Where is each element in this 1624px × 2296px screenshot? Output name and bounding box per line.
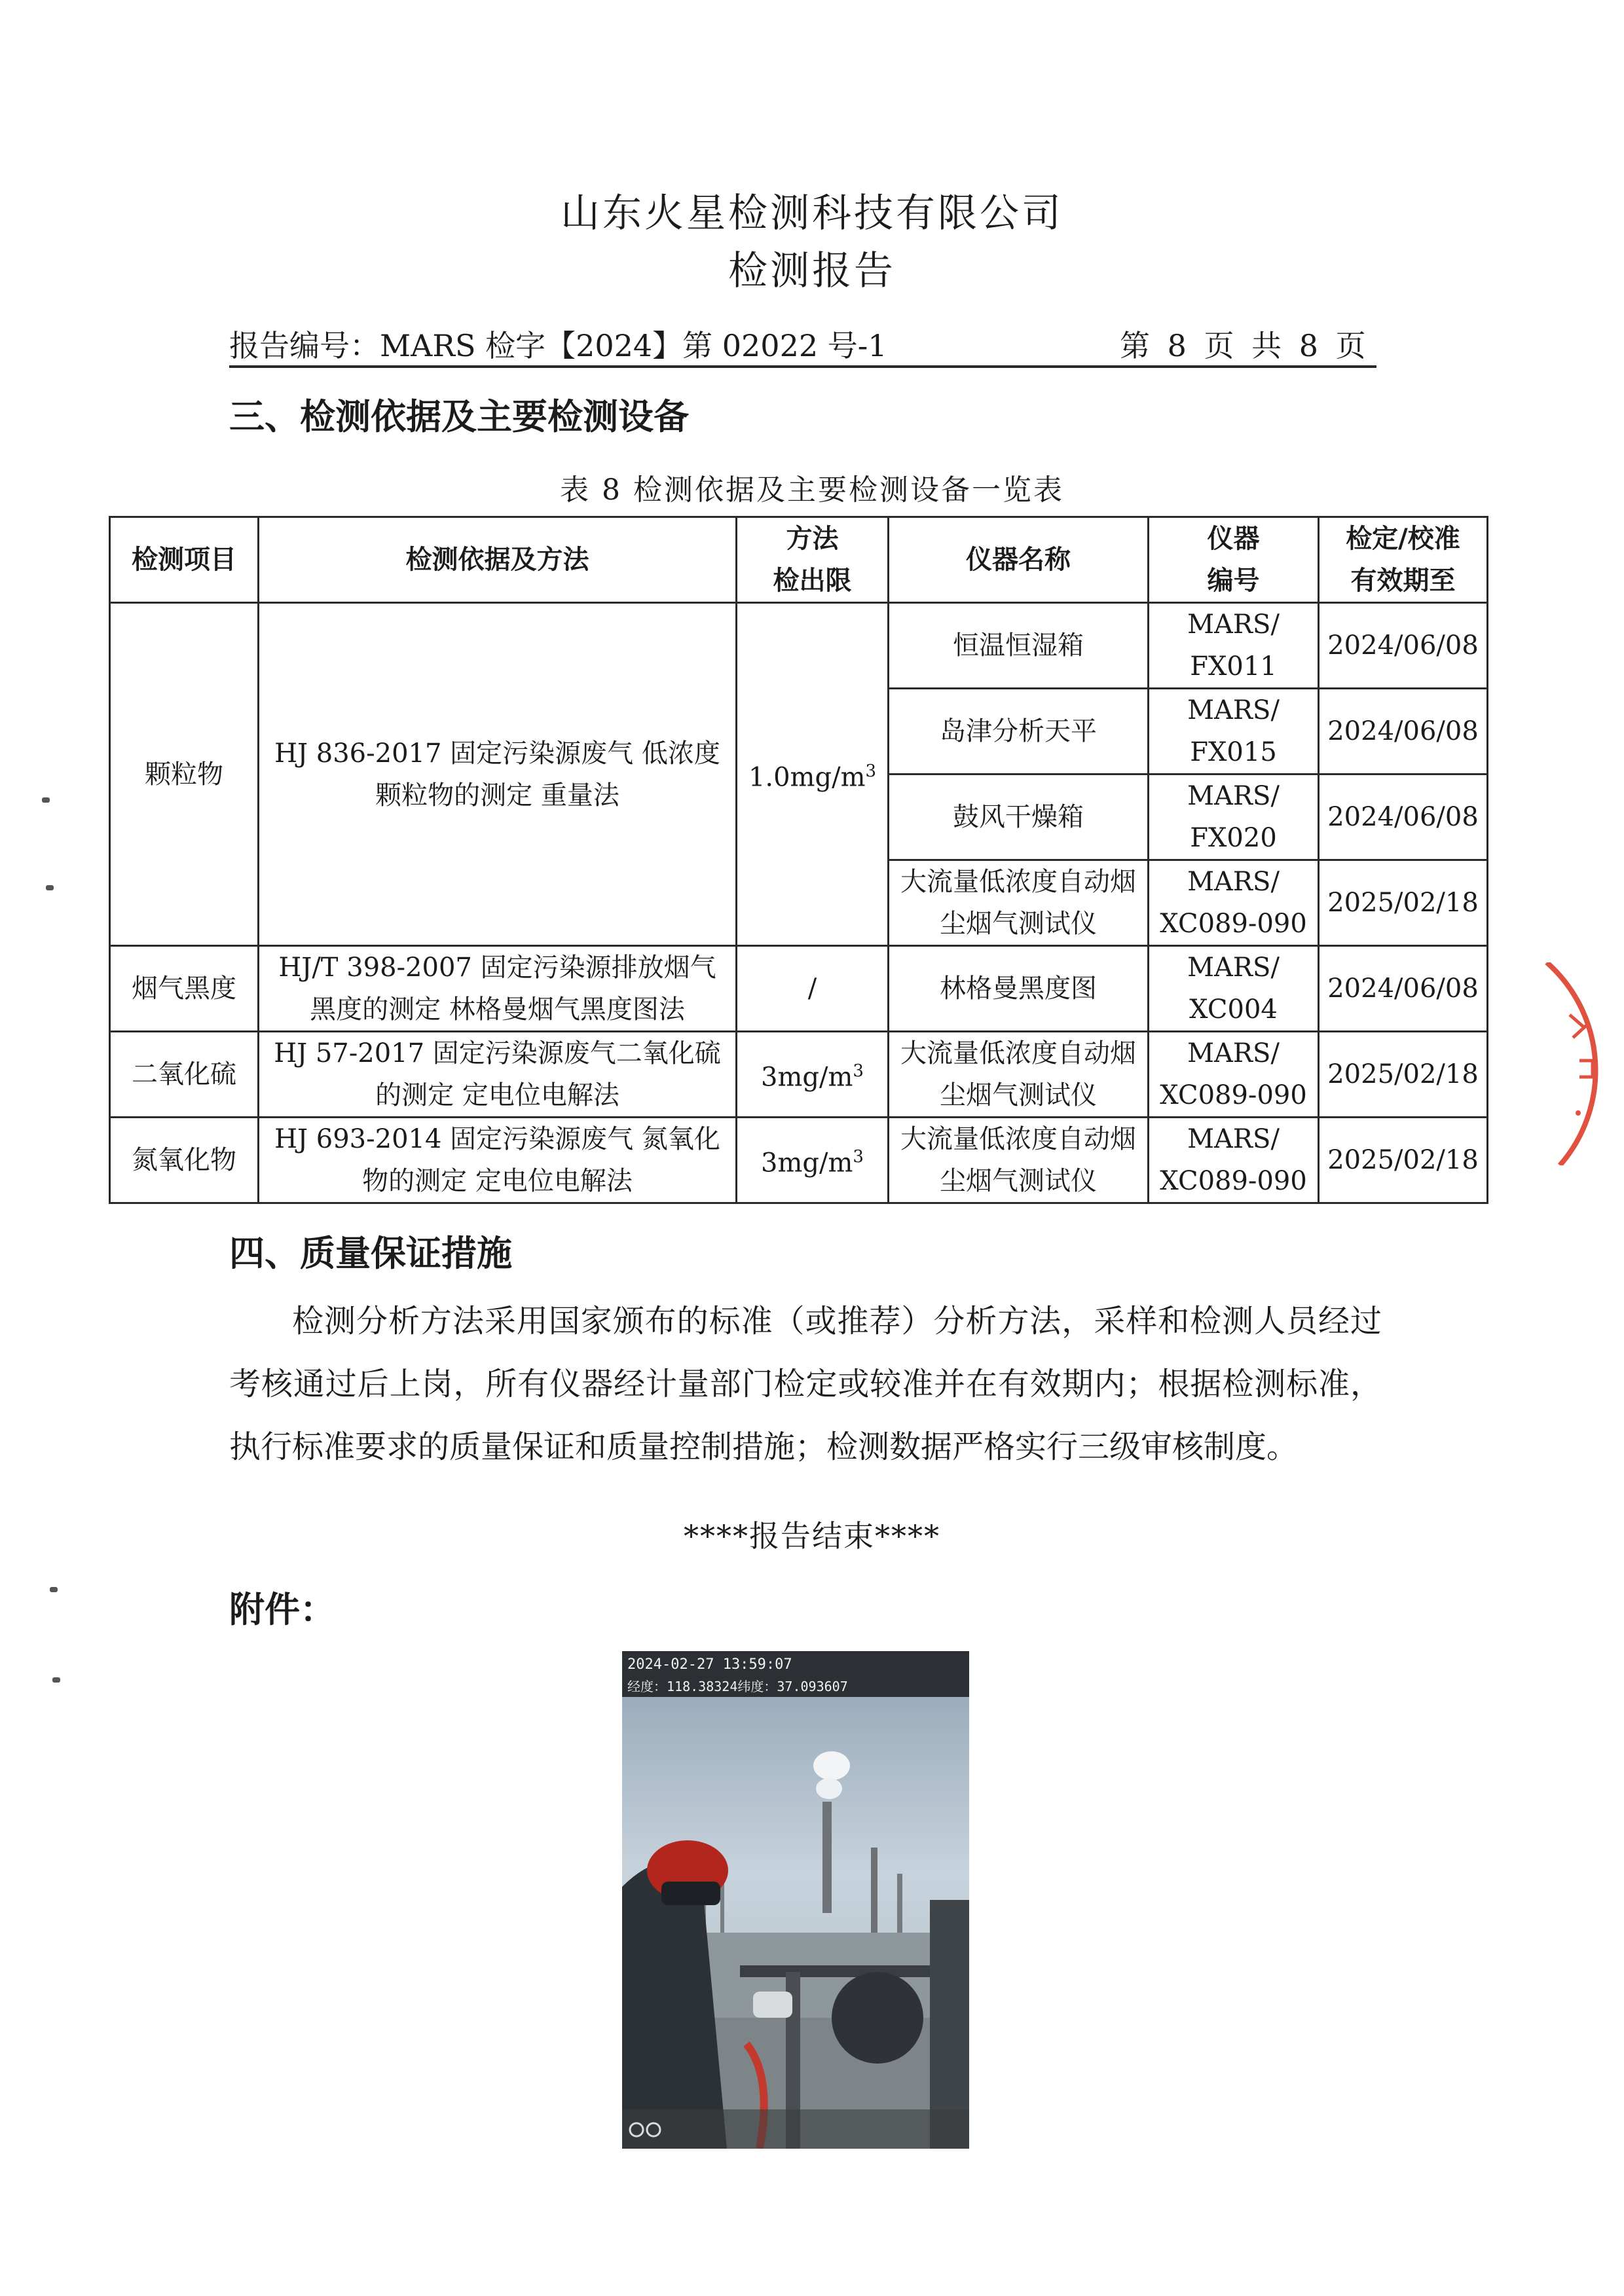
column-header: 检测项目 bbox=[110, 517, 259, 603]
instrument-name-cell: 大流量低浓度自动烟尘烟气测试仪 bbox=[889, 860, 1149, 946]
valid-until-cell: 2025/02/18 bbox=[1319, 1118, 1488, 1203]
instrument-code-cell: MARS/ XC089-090 bbox=[1149, 1032, 1319, 1118]
scan-mark bbox=[46, 885, 54, 890]
method-cell: HJ 57-2017 固定污染源废气二氧化硫的测定 定电位电解法 bbox=[259, 1032, 737, 1118]
detection-limit-cell bbox=[737, 603, 889, 946]
instrument-code-cell: MARS/ FX020 bbox=[1149, 774, 1319, 860]
instrument-code-cell: MARS/ FX015 bbox=[1149, 689, 1319, 774]
instrument-name-cell: 鼓风干燥箱 bbox=[889, 774, 1149, 860]
table-row bbox=[110, 946, 1488, 1032]
method-cell: HJ 836-2017 固定污染源废气 低浓度颗粒物的测定 重量法 bbox=[259, 603, 737, 946]
table-caption: 表 8 检测依据及主要检测设备一览表 bbox=[560, 473, 1064, 507]
section4-heading: 四、质量保证措施 bbox=[229, 1233, 512, 1274]
table-row bbox=[110, 1032, 1488, 1118]
equipment-table bbox=[109, 516, 1488, 1204]
detection-limit-cell bbox=[737, 1118, 889, 1203]
instrument-code-cell: MARS/ XC089-090 bbox=[1149, 860, 1319, 946]
instrument-name-cell: 恒温恒湿箱 bbox=[889, 603, 1149, 689]
table-header-row bbox=[110, 517, 1488, 603]
valid-until-cell: 2024/06/08 bbox=[1319, 603, 1488, 689]
document-title: 检测报告 bbox=[728, 248, 896, 294]
detection-limit-cell bbox=[737, 1032, 889, 1118]
valid-until-cell: 2024/06/08 bbox=[1319, 689, 1488, 774]
instrument-name-cell: 大流量低浓度自动烟尘烟气测试仪 bbox=[889, 1032, 1149, 1118]
test-item-cell: 颗粒物 bbox=[110, 603, 259, 946]
detection-limit-value: / bbox=[807, 974, 817, 1004]
instrument-name-cell: 大流量低浓度自动烟尘烟气测试仪 bbox=[889, 1118, 1149, 1203]
unit-superscript: 3 bbox=[865, 761, 877, 781]
photo-coordinates: 经度：118.38324纬度：37.093607 bbox=[627, 1679, 848, 1694]
scan-mark bbox=[42, 797, 50, 803]
column-header: 仪器名称 bbox=[889, 517, 1149, 603]
company-name: 山东火星检测科技有限公司 bbox=[561, 191, 1063, 236]
instrument-code-cell: MARS/ XC089-090 bbox=[1149, 1118, 1319, 1203]
report-number: 报告编号：MARS 检字【2024】第 02022 号-1 bbox=[229, 328, 887, 363]
column-header: 检定/校准 有效期至 bbox=[1319, 517, 1488, 603]
table-row bbox=[110, 603, 1488, 689]
quality-paragraph: 检测分析方法采用国家颁布的标准（或推荐）分析方法，采样和检测人员经过考核通过后上岗，所有仪器经计量部门检定或较准并在有效期内；根据检测标准，执行标准要求的质量保证和质量控制措施；检测数据严格实行三级审核制度。 bbox=[229, 1303, 1382, 1465]
seal-stamp-fragment bbox=[1534, 962, 1624, 1165]
column-header: 方法 检出限 bbox=[737, 517, 889, 603]
valid-until-cell: 2025/02/18 bbox=[1319, 1032, 1488, 1118]
page-info: 第 8 页 共 8 页 bbox=[1120, 328, 1370, 363]
instrument-code-cell: MARS/ XC004 bbox=[1149, 946, 1319, 1032]
detection-limit-cell bbox=[737, 946, 889, 1032]
instrument-code-cell: MARS/ FX011 bbox=[1149, 603, 1319, 689]
test-item-cell: 烟气黑度 bbox=[110, 946, 259, 1032]
scan-mark bbox=[52, 1677, 60, 1683]
detection-limit-value: 3mg/m bbox=[761, 1148, 853, 1178]
unit-superscript: 3 bbox=[853, 1061, 864, 1082]
test-item-cell: 氮氧化物 bbox=[110, 1118, 259, 1203]
attachment-photo bbox=[622, 1651, 969, 2149]
scan-mark bbox=[50, 1587, 58, 1592]
report-end-marker: ****报告结束**** bbox=[684, 1518, 940, 1554]
instrument-name-cell: 岛津分析天平 bbox=[889, 689, 1149, 774]
section3-heading: 三、检测依据及主要检测设备 bbox=[229, 396, 689, 437]
column-header: 检测依据及方法 bbox=[259, 517, 737, 603]
valid-until-cell: 2024/06/08 bbox=[1319, 946, 1488, 1032]
header-divider bbox=[229, 365, 1376, 368]
valid-until-cell: 2024/06/08 bbox=[1319, 774, 1488, 860]
unit-superscript: 3 bbox=[853, 1147, 864, 1167]
table-row bbox=[110, 1118, 1488, 1203]
method-cell: HJ/T 398-2007 固定污染源排放烟气黑度的测定 林格曼烟气黑度图法 bbox=[259, 946, 737, 1032]
test-item-cell: 二氧化硫 bbox=[110, 1032, 259, 1118]
column-header: 仪器 编号 bbox=[1149, 517, 1319, 603]
photo-timestamp: 2024-02-27 13:59:07 bbox=[627, 1656, 792, 1673]
site-photo-illustration bbox=[622, 1651, 969, 2149]
valid-until-cell: 2025/02/18 bbox=[1319, 860, 1488, 946]
detection-limit-value: 1.0mg/m bbox=[748, 762, 866, 793]
attachment-label: 附件： bbox=[229, 1589, 335, 1630]
detection-limit-value: 3mg/m bbox=[761, 1062, 853, 1093]
instrument-name-cell: 林格曼黑度图 bbox=[889, 946, 1149, 1032]
method-cell: HJ 693-2014 固定污染源废气 氮氧化物的测定 定电位电解法 bbox=[259, 1118, 737, 1203]
